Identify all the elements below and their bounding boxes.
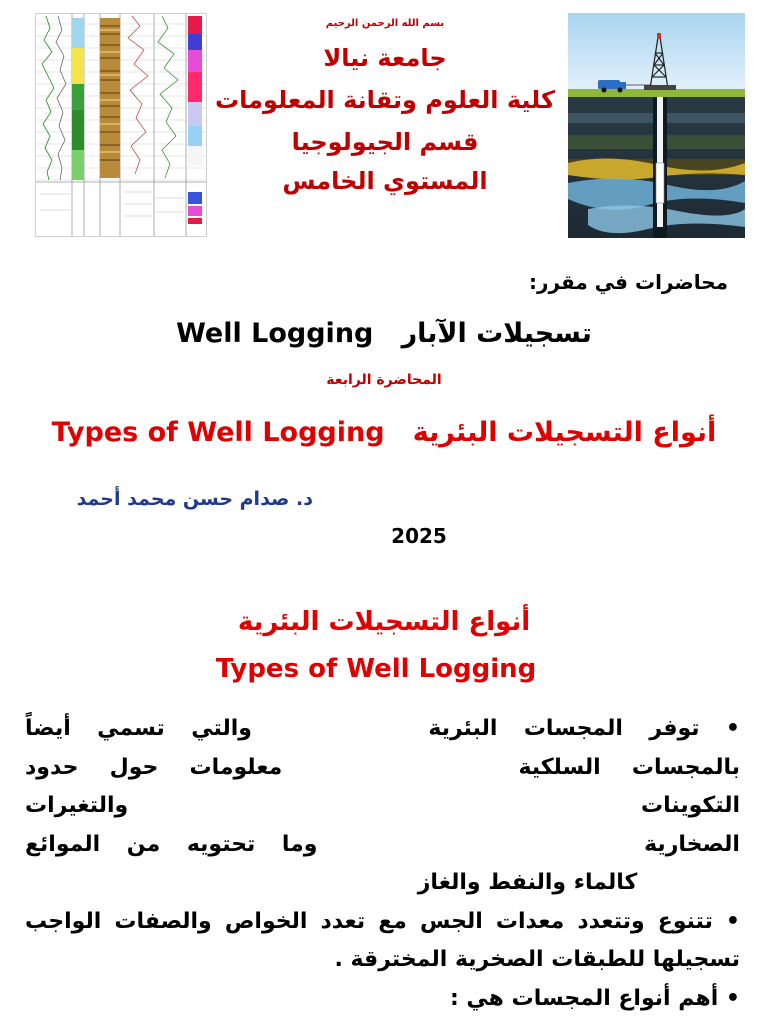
paragraph-3: • أهم أنواع المجسات هي : (449, 985, 740, 1011)
lecture-topic (0, 417, 768, 448)
course-title-ar: تسجيلات الآبار (401, 318, 592, 349)
topic-ar: أنواع التسجيلات البئرية (412, 417, 717, 448)
academic-level: المستوي الخامس (282, 167, 488, 195)
topic-en: Types of Well Logging (51, 417, 385, 448)
course-title (0, 318, 768, 349)
lecture-number: المحاضرة الرابعة (326, 372, 442, 388)
p1-line5b: كالماء والنفط والغاز (417, 870, 638, 895)
author-name: د. صدام حسن محمد أحمد (76, 488, 313, 510)
section-title-en: Types of Well Logging (215, 654, 537, 684)
p1-line1a: • توفر المجسات البئرية (428, 716, 740, 741)
section-title-ar: أنواع التسجيلات البئرية (237, 607, 531, 637)
p1-line2a: بالمجسات السلكية (518, 754, 740, 780)
p1-line5a: الموائع (25, 831, 101, 857)
p1-line1b: والتي تسمي أيضاً (25, 716, 252, 741)
paragraph-2: • تتنوع وتتعدد معدات الجس مع تعدد الخواص والصفات الواجب تسجيلها للطبقات الصخرية المخترقة . (25, 908, 740, 972)
p1-line4b: وما تحتويه من (126, 831, 318, 857)
university-name: جامعة نيالا (323, 44, 447, 72)
department-name: قسم الجيولوجيا (291, 128, 479, 156)
p1-line4a: الصخارية (644, 831, 740, 857)
body-text (25, 710, 740, 1018)
faculty-name: كلية العلوم وتقانة المعلومات (215, 86, 555, 114)
lectures-in-label: محاضرات في مقرر: (528, 270, 728, 294)
year: 2025 (391, 524, 447, 548)
p1-line3b: والتغيرات (25, 793, 129, 818)
basmala: بسم الله الرحمن الرحيم (325, 18, 445, 29)
p1-line3a: التكوينات (641, 793, 740, 818)
course-title-en: Well Logging (176, 318, 374, 349)
paragraph-1 (25, 710, 740, 903)
drilling-rig-figure (568, 13, 745, 238)
well-log-figure (35, 13, 207, 237)
p1-line2b: معلومات حول حدود (25, 754, 283, 780)
